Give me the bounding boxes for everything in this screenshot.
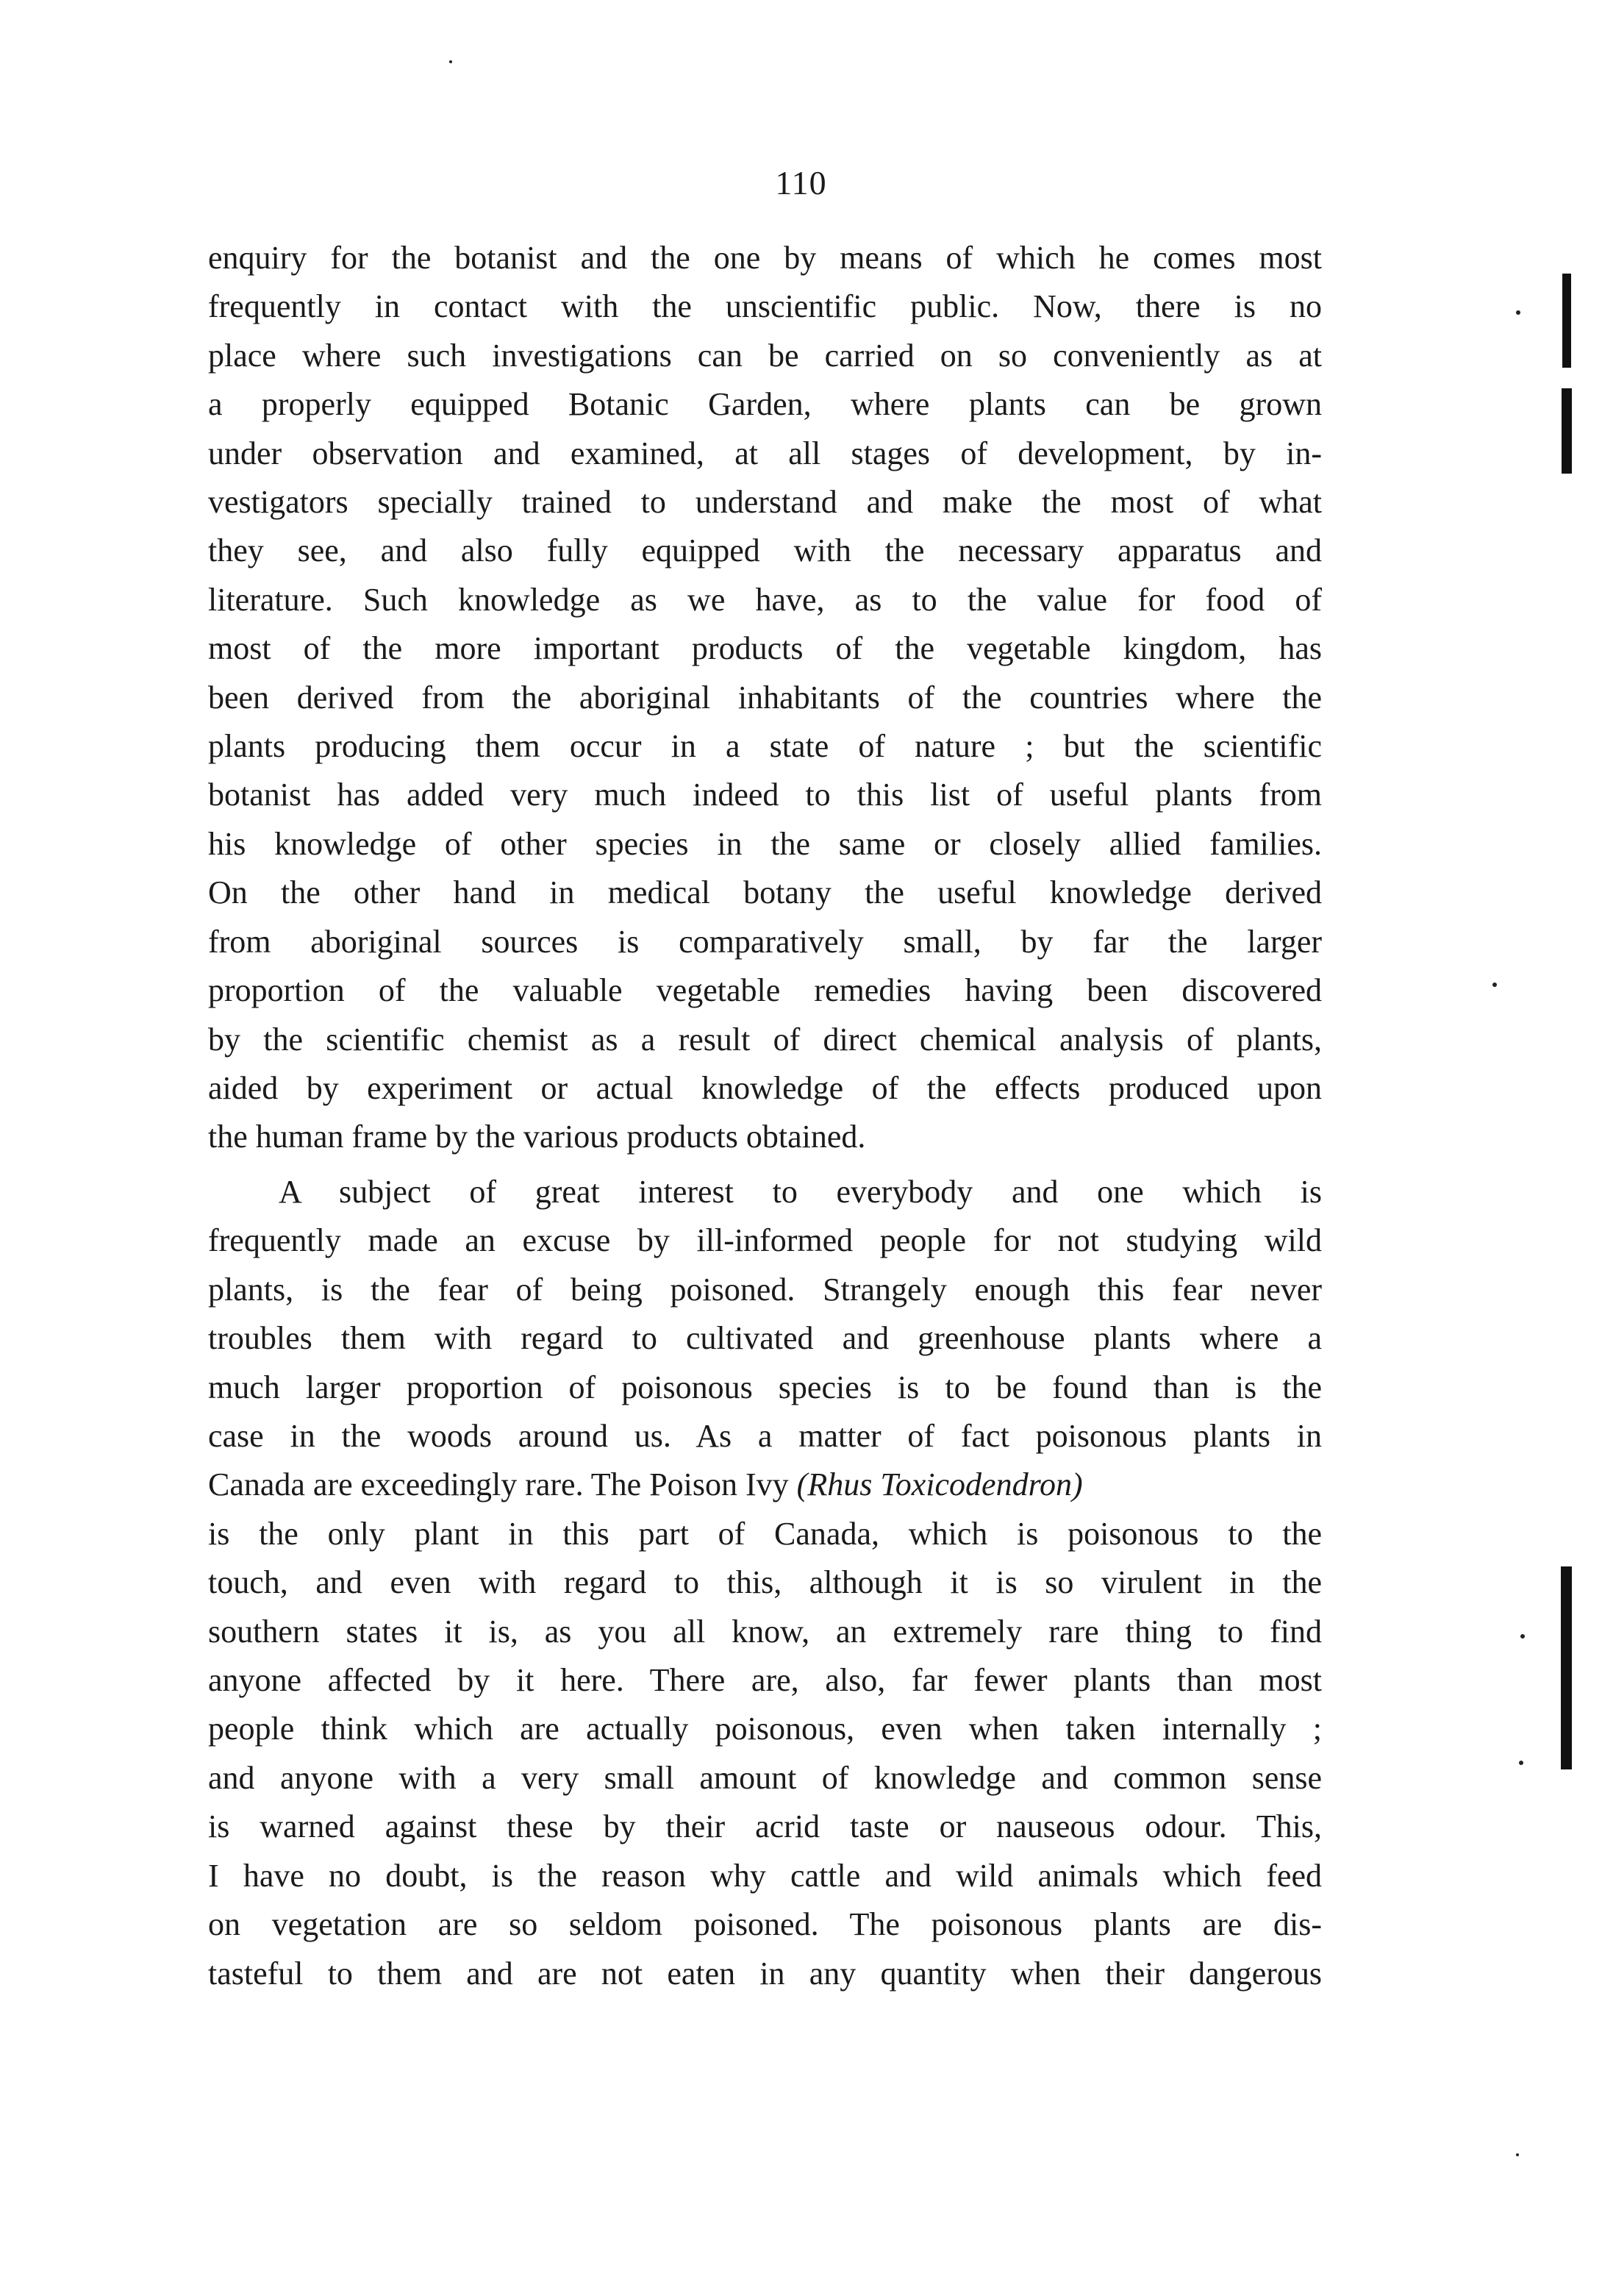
text-line: aided by experiment or actual knowledge of the effects produced upon (208, 1069, 1322, 1106)
text-line: I have no doubt, is the reason why cattle and wild animals which feed (208, 1857, 1322, 1894)
text-line: most of the more important products of the vegetable kingdom, has (208, 630, 1322, 667)
text-segment: Canada are exceedingly rare. The Poison Ivy (208, 1466, 797, 1503)
scan-speck (1516, 310, 1520, 315)
text-line: botanist has added very much indeed to this list of useful plants from (208, 777, 1322, 813)
text-line: vestigators specially trained to understand and make the most of what (208, 484, 1322, 521)
text-line: and anyone with a very small amount of knowledge and common sense (208, 1759, 1322, 1796)
text-line: proportion of the valuable vegetable remedies having been discovered (208, 972, 1322, 1009)
text-line: much larger proportion of poisonous species is to be found than is the (208, 1369, 1322, 1405)
text-line: frequently made an excuse by ill-informed people for not studying wild (208, 1222, 1322, 1259)
scan-speck (1516, 2153, 1519, 2156)
text-line: touch, and even with regard to this, although it is so virulent in the (208, 1564, 1322, 1601)
text-line: from aboriginal sources is comparatively small, by far the larger (208, 923, 1322, 960)
text-line: tasteful to them and are not eaten in any quantity when their dangerous (208, 1955, 1322, 1992)
text-line: southern states it is, as you all know, an extremely rare thing to find (208, 1613, 1322, 1650)
text-line: a properly equipped Botanic Garden, where plants can be grown (208, 386, 1322, 423)
scan-speck (1519, 1761, 1523, 1765)
text-line: frequently in contact with the unscientific public. Now, there is no (208, 288, 1322, 325)
scan-speck (1492, 983, 1497, 987)
text-line: under observation and examined, at all stages of development, by in- (208, 435, 1322, 471)
text-line: the human frame by the various products obtained. (208, 1119, 866, 1155)
text-line: case in the woods around us. As a matter of fact poisonous plants in (208, 1418, 1322, 1455)
italic-species-name: (Rhus Toxicodendron) (796, 1466, 1083, 1503)
text-line: literature. Such knowledge as we have, as to the value for food of (208, 581, 1322, 618)
text-line: On the other hand in medical botany the useful knowledge derived (208, 874, 1322, 911)
text-line: enquiry for the botanist and the one by means of which he comes most (208, 240, 1322, 276)
text-line: people think which are actually poisonous, even when taken internally ; (208, 1711, 1322, 1747)
text-line: plants producing them occur in a state of nature ; but the scientific (208, 728, 1322, 765)
text-line: by the scientific chemist as a result of direct chemical analysis of plants, (208, 1021, 1322, 1058)
text-line: is the only plant in this part of Canada, which is poisonous to the (208, 1515, 1322, 1552)
text-line: been derived from the aboriginal inhabitants of the countries where the (208, 679, 1322, 716)
scan-speck (449, 60, 452, 63)
paragraph-2 (208, 1168, 1322, 1998)
text-line: they see, and also fully equipped with the necessary apparatus and (208, 532, 1322, 569)
scan-artifact-bar (1562, 274, 1571, 368)
text-line: on vegetation are so seldom poisoned. The poisonous plants are dis- (208, 1906, 1322, 1943)
text-line: troubles them with regard to cultivated and greenhouse plants where a (208, 1320, 1322, 1357)
text-line: anyone affected by it here. There are, also, far fewer plants than most (208, 1662, 1322, 1699)
scan-artifact-bar (1562, 388, 1572, 474)
scan-artifact-bar (1561, 1566, 1572, 1769)
text-line: plants, is the fear of being poisoned. Strangely enough this fear never (208, 1271, 1322, 1308)
text-line: A subject of great interest to everybody and one which is (279, 1174, 1322, 1210)
paragraph-1 (208, 234, 1322, 1162)
text-line: his knowledge of other species in the same or closely allied families. (208, 825, 1322, 862)
text-line: place where such investigations can be carried on so conveniently as at (208, 337, 1322, 374)
text-line: is warned against these by their acrid taste or nauseous odour. This, (208, 1808, 1322, 1845)
scan-speck (1520, 1634, 1525, 1639)
text-line (208, 1461, 1322, 1509)
page-number: 110 (775, 164, 827, 202)
